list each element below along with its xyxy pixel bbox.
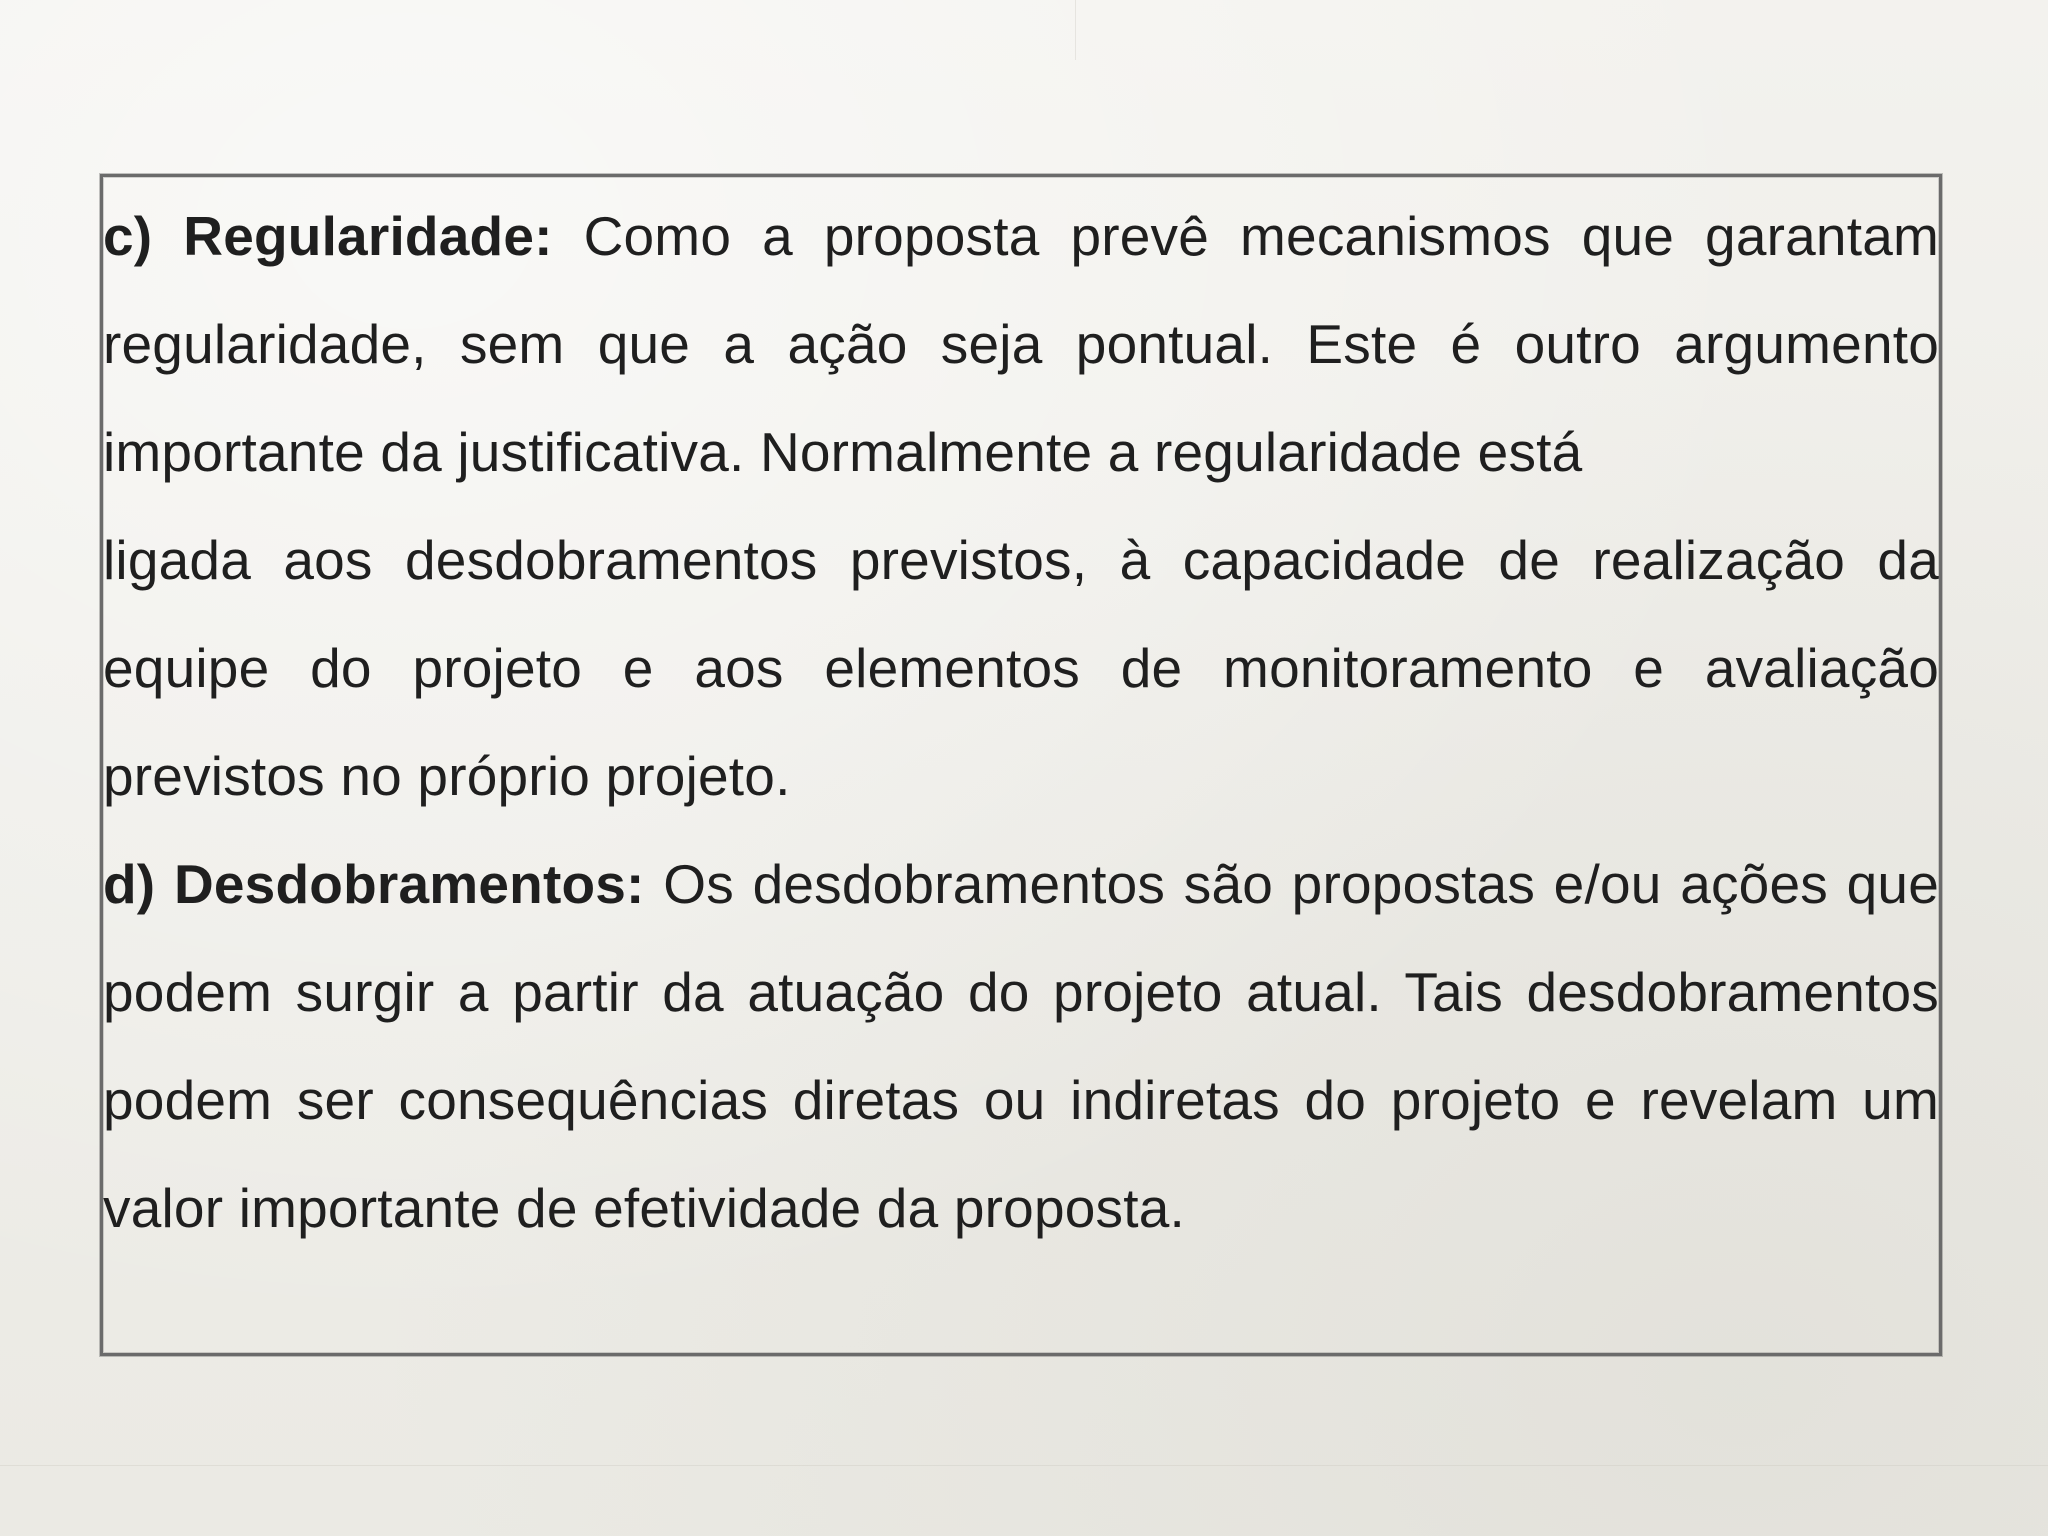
paragraph-desdobramentos <box>103 830 1939 1262</box>
paragraph-regularidade <box>103 182 1939 506</box>
desdobramentos-text: Os desdobramentos são propostas e/ou ações que podem surgir a partir da atuação do projeto atual. Tais desdobramentos podem ser consequências diretas ou indiretas do projeto e revelam um valor importante de efetividade da proposta. <box>103 853 1939 1239</box>
text-box <box>100 174 1942 1356</box>
paragraph-regularidade-continued <box>103 506 1939 830</box>
regularidade-text: Como a proposta prevê mecanismos que garantam regularidade, sem que a ação seja pontual. Este é outro argumento importante da justificativa. Normalmente a regularidade está <box>103 205 1940 483</box>
paper-crease <box>1075 0 1076 60</box>
term-desdobramentos: d) Desdobramentos: <box>103 853 645 915</box>
regularidade-text-continued: ligada aos desdobramentos previstos, à capacidade de realização da equipe do projeto e aos elementos de monitoramento e avaliação previstos no próprio projeto. <box>103 529 1939 807</box>
paper-crease <box>0 1465 2048 1466</box>
term-regularidade: c) Regularidade: <box>103 205 553 267</box>
